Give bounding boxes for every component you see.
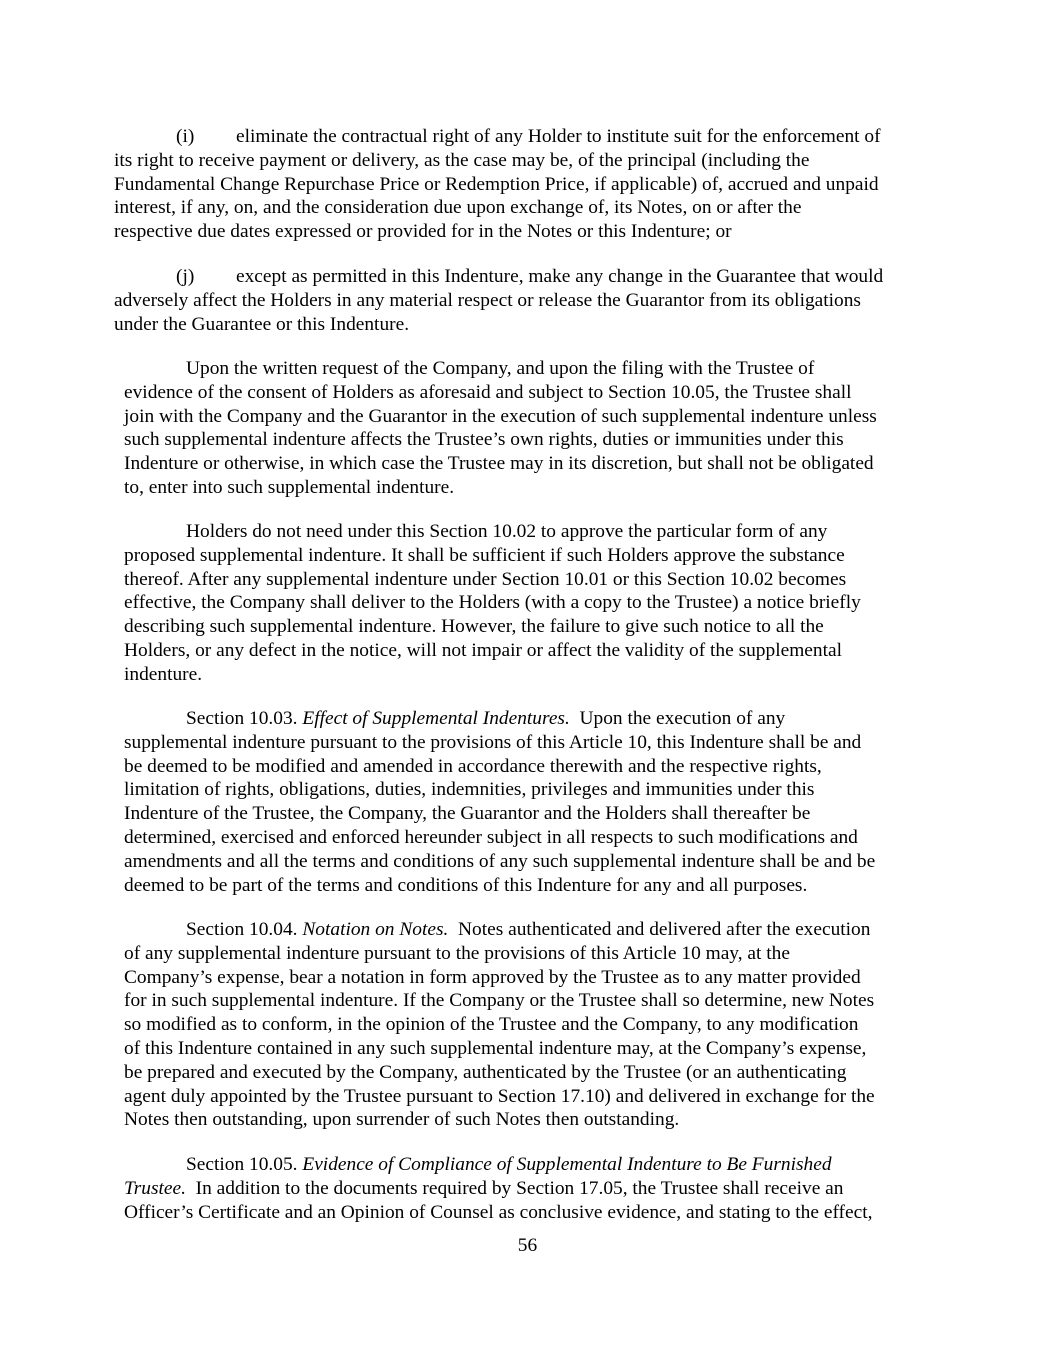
paragraph-line: Upon the written request of the Company, and upon the filing with the Trustee of: [186, 358, 815, 379]
section-10-05: [124, 1153, 872, 1224]
page-number: 56: [517, 1235, 538, 1256]
paragraph-line: determined, exercised and enforced hereunder subject in all respects to such modifications and: [124, 826, 858, 848]
clause-text-line: under the Guarantee or this Indenture.: [114, 313, 410, 335]
paragraph-line: thereof. After any supplemental indenture under Section 10.01 or this Section 10.02 becomes: [124, 568, 847, 590]
paragraph-line: describing such supplemental indenture. However, the failure to give such notice to all the: [124, 616, 824, 638]
clause-i: [114, 125, 881, 244]
section-number: Section 10.03.: [186, 708, 298, 729]
paragraph-line: evidence of the consent of Holders as aforesaid and subject to Section 10.05, the Trustee shall: [124, 381, 852, 403]
section-title: Trustee.: [124, 1177, 186, 1199]
paragraph-written-request: [124, 357, 877, 500]
paragraph-line: for in such supplemental indenture. If the Company or the Trustee shall so determine, new Notes: [124, 990, 875, 1012]
clause-text-line: eliminate the contractual right of any Holder to institute suit for the enforcement of: [236, 126, 881, 147]
paragraph-line: Officer’s Certificate and an Opinion of Counsel as conclusive evidence, and stating to the effect,: [124, 1201, 873, 1223]
paragraph-holders-approval: [124, 520, 861, 687]
paragraph-line: amendments and all the terms and conditions of any such supplemental indenture shall be and be: [124, 850, 876, 872]
section-number: Section 10.04.: [186, 919, 298, 940]
paragraph-line: of any supplemental indenture pursuant to the provisions of this Article 10 may, at the: [124, 942, 790, 964]
paragraph-line: Holders do not need under this Section 10.02 to approve the particular form of any: [186, 521, 828, 542]
paragraph-line: In addition to the documents required by Section 17.05, the Trustee shall receive an: [195, 1177, 844, 1199]
clause-text-line: interest, if any, on, and the consideration due upon exchange of, its Notes, on or after the: [114, 197, 802, 219]
paragraph-line: of this Indenture contained in any such supplemental indenture may, at the Company’s expense,: [124, 1037, 867, 1059]
paragraph-line: be prepared and executed by the Company, authenticated by the Trustee (or an authenticating: [124, 1061, 847, 1083]
clause-text-line: Fundamental Change Repurchase Price or Redemption Price, if applicable) of, accrued and unpaid: [114, 173, 879, 195]
paragraph-line: Indenture of the Trustee, the Company, the Guarantor and the Holders shall thereafter be: [124, 803, 811, 825]
section-10-03: [124, 707, 875, 897]
section-title: Effect of Supplemental Indentures.: [302, 708, 570, 729]
paragraph-line: deemed to be part of the terms and conditions of this Indenture for any and all purposes.: [124, 874, 808, 896]
clause-text-line: respective due dates expressed or provided for in the Notes or this Indenture; or: [114, 221, 732, 243]
clause-marker: (i): [176, 126, 195, 147]
paragraph-line: Company’s expense, bear a notation in form approved by the Trustee as to any matter provided: [124, 966, 861, 988]
paragraph-line: Holders, or any defect in the notice, will not impair or affect the validity of the supplemental: [124, 639, 842, 661]
paragraph-line: Indenture or otherwise, in which case the Trustee may in its discretion, but shall not be obligated: [124, 453, 874, 475]
paragraph-line: limitation of rights, obligations, duties, indemnities, privileges and immunities under this: [124, 779, 815, 801]
paragraph-line: supplemental indenture pursuant to the provisions of this Article 10, this Indenture shall be and: [124, 731, 862, 753]
clause-j: [114, 265, 883, 336]
paragraph-line: Upon the execution of any: [579, 708, 786, 729]
paragraph-line: indenture.: [124, 663, 203, 685]
paragraph-line: be deemed to be modified and amended in accordance therewith and the respective rights,: [124, 755, 822, 777]
section-10-04: [124, 918, 875, 1132]
paragraph-line: Notes authenticated and delivered after the execution: [458, 919, 871, 940]
paragraph-line: so modified as to conform, in the opinion of the Trustee and the Company, to any modification: [124, 1014, 859, 1036]
paragraph-line: such supplemental indenture affects the Trustee’s own rights, duties or immunities under this: [124, 429, 844, 451]
clause-marker: (j): [176, 266, 195, 287]
paragraph-line: agent duly appointed by the Trustee pursuant to Section 17.10) and delivered in exchange for the: [124, 1085, 875, 1107]
section-title: Notation on Notes.: [302, 919, 449, 940]
clause-text-line: except as permitted in this Indenture, make any change in the Guarantee that would: [236, 266, 884, 287]
paragraph-line: proposed supplemental indenture. It shall be sufficient if such Holders approve the substance: [124, 544, 845, 566]
paragraph-line: join with the Company and the Guarantor in the execution of such supplemental indenture unless: [124, 405, 877, 427]
paragraph-line: to, enter into such supplemental indenture.: [124, 476, 455, 498]
paragraph-line: Notes then outstanding, upon surrender of such Notes then outstanding.: [124, 1109, 680, 1131]
section-title: Evidence of Compliance of Supplemental Indenture to Be Furnished: [302, 1154, 832, 1175]
clause-text-line: its right to receive payment or delivery, as the case may be, of the principal (including the: [114, 149, 810, 171]
clause-text-line: adversely affect the Holders in any material respect or release the Guarantor from its obligations: [114, 289, 861, 311]
paragraph-line: effective, the Company shall deliver to the Holders (with a copy to the Trustee) a notice briefly: [124, 592, 861, 614]
section-number: Section 10.05.: [186, 1154, 298, 1175]
